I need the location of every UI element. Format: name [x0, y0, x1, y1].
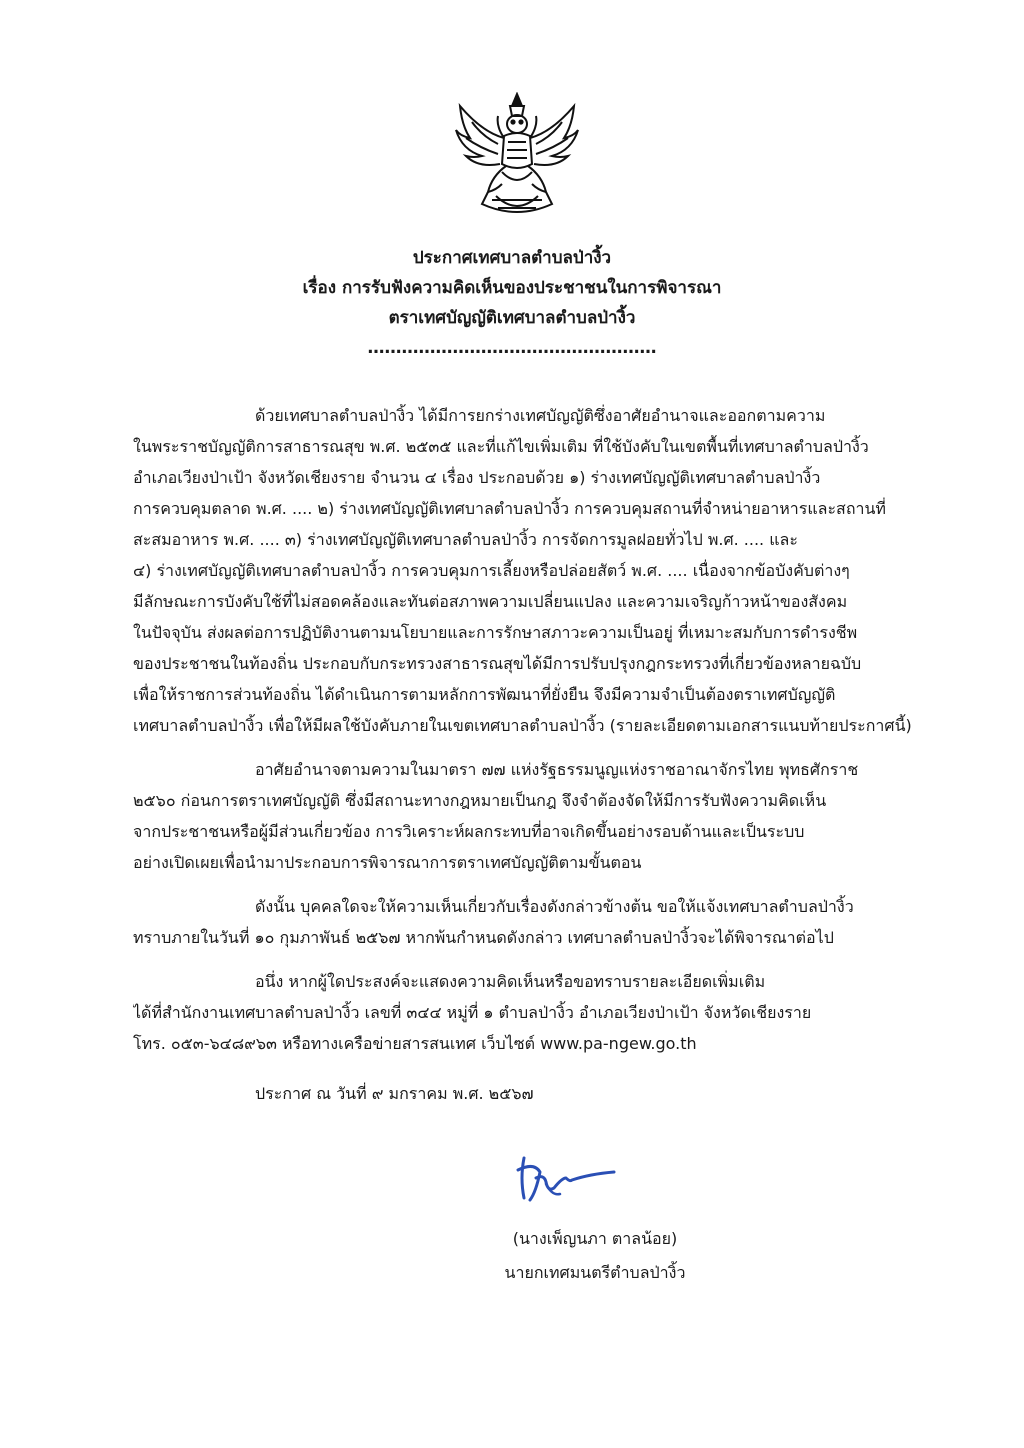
announcement-subject: เรื่อง การรับฟังความคิดเห็นของประชาชนในการพิจารณา: [302, 278, 722, 298]
garuda-emblem-icon: [452, 92, 582, 222]
signer-name: (นางเพ็ญนภา ตาลน้อย): [512, 1229, 678, 1248]
announcement-date: ประกาศ ณ วันที่ ๙ มกราคม พ.ศ. ๒๕๖๗: [255, 1084, 534, 1103]
text-line: สะสมอาหาร พ.ศ. .... ๓) ร่างเทศบัญญัติเทศบาลตำบลป่างิ้ว การจัดการมูลฝอยทั่วไป พ.ศ. .... และ: [133, 530, 798, 549]
text-line: เพื่อให้ราชการส่วนท้องถิ่น ได้ดำเนินการตามหลักการพัฒนาที่ยั่งยืน จึงมีความจำเป็นต้องตราเทศบัญญัติ: [133, 685, 836, 704]
text-line: อย่างเปิดเผยเพื่อนำมาประกอบการพิจารณาการตราเทศบัญญัติตามขั้นตอน: [133, 853, 642, 872]
paragraph-4: [133, 966, 928, 1059]
text-line: ๒๕๖๐ ก่อนการตราเทศบัญญัติ ซึ่งมีสถานะทางกฎหมายเป็นกฎ จึงจำต้องจัดให้มีการรับฟังความคิดเห็น: [133, 791, 827, 810]
announcement-title: ประกาศเทศบาลตำบลป่างิ้ว: [412, 248, 612, 268]
handwritten-signature: [510, 1148, 620, 1208]
announcement-subject-cont: ตราเทศบัญญัติเทศบาลตำบลป่างิ้ว: [388, 308, 636, 328]
header-separator: ……………………………………………: [367, 338, 657, 358]
paragraph-3: [133, 891, 928, 953]
text-line: อาศัยอำนาจตามความในมาตรา ๗๗ แห่งรัฐธรรมนูญแห่งราชอาณาจักรไทย พุทธศักราช: [255, 760, 859, 779]
document-body: [133, 400, 928, 1072]
text-line: ในพระราชบัญญัติการสาธารณสุข พ.ศ. ๒๕๓๕ และที่แก้ไขเพิ่มเติม ที่ใช้บังคับในเขตพื้นที่เทศบาลตำบลป่างิ้ว: [133, 437, 869, 456]
text-line: ในปัจจุบัน ส่งผลต่อการปฏิบัติงานตามนโยบายและการรักษาสภาวะความเป็นอยู่ ที่เหมาะสมกับการดำรงชีพ: [133, 623, 858, 642]
text-line: จากประชาชนหรือผู้มีส่วนเกี่ยวข้อง การวิเคราะห์ผลกระทบที่อาจเกิดขึ้นอย่างรอบด้านและเป็นระบบ: [133, 822, 805, 841]
text-line: อนึ่ง หากผู้ใดประสงค์จะแสดงความคิดเห็นหรือขอทราบรายละเอียดเพิ่มเติม: [255, 972, 766, 991]
text-line: ด้วยเทศบาลตำบลป่างิ้ว ได้มีการยกร่างเทศบัญญัติซึ่งอาศัยอำนาจและออกตามความ: [255, 406, 826, 425]
text-line: มีลักษณะการบังคับใช้ที่ไม่สอดคล้องและทันต่อสภาพความเปลี่ยนแปลง และความเจริญก้าวหน้าของสังคม: [133, 592, 848, 611]
text-line: ๔) ร่างเทศบัญญัติเทศบาลตำบลป่างิ้ว การควบคุมการเลี้ยงหรือปล่อยสัตว์ พ.ศ. .... เนื่องจากข้อบังคับต่างๆ: [133, 561, 850, 580]
text-line: เทศบาลตำบลป่างิ้ว เพื่อให้มีผลใช้บังคับภายในเขตเทศบาลตำบลป่างิ้ว (รายละเอียดตามเอกสารแนบท้ายประกาศนี้): [133, 716, 912, 735]
text-line: ดังนั้น บุคคลใดจะให้ความเห็นเกี่ยวกับเรื่องดังกล่าวข้างต้น ขอให้แจ้งเทศบาลตำบลป่างิ้ว: [255, 897, 854, 916]
text-line: โทร. ๐๕๓-๖๔๘๙๖๓ หรือทางเครือข่ายสารสนเทศ เว็บไซต์ www.pa-ngew.go.th: [133, 1034, 697, 1053]
document-header: [0, 243, 1024, 363]
paragraph-2: [133, 754, 928, 878]
signer-title: นายกเทศมนตรีตำบลป่างิ้ว: [504, 1263, 686, 1282]
text-line: การควบคุมตลาด พ.ศ. .... ๒) ร่างเทศบัญญัติเทศบาลตำบลป่างิ้ว การควบคุมสถานที่จำหน่ายอาหารและสถานที่: [133, 499, 886, 518]
paragraph-1: [133, 400, 928, 741]
text-line: ของประชาชนในท้องถิ่น ประกอบกับกระทรวงสาธารณสุขได้มีการปรับปรุงกฎกระทรวงที่เกี่ยวข้องหลายฉบับ: [133, 654, 862, 673]
text-line: ทราบภายในวันที่ ๑๐ กุมภาพันธ์ ๒๕๖๗ หากพ้นกำหนดดังกล่าว เทศบาลตำบลป่างิ้วจะได้พิจารณาต่อไป: [133, 928, 834, 947]
signer-block: [480, 1222, 710, 1290]
text-line: อำเภอเวียงป่าเป้า จังหวัดเชียงราย จำนวน ๔ เรื่อง ประกอบด้วย ๑) ร่างเทศบัญญัติเทศบาลตำบลป่างิ้ว: [133, 468, 821, 487]
text-line: ได้ที่สำนักงานเทศบาลตำบลป่างิ้ว เลขที่ ๓๔๔ หมู่ที่ ๑ ตำบลป่างิ้ว อำเภอเวียงป่าเป้า จังหวัดเชียงราย: [133, 1003, 812, 1022]
